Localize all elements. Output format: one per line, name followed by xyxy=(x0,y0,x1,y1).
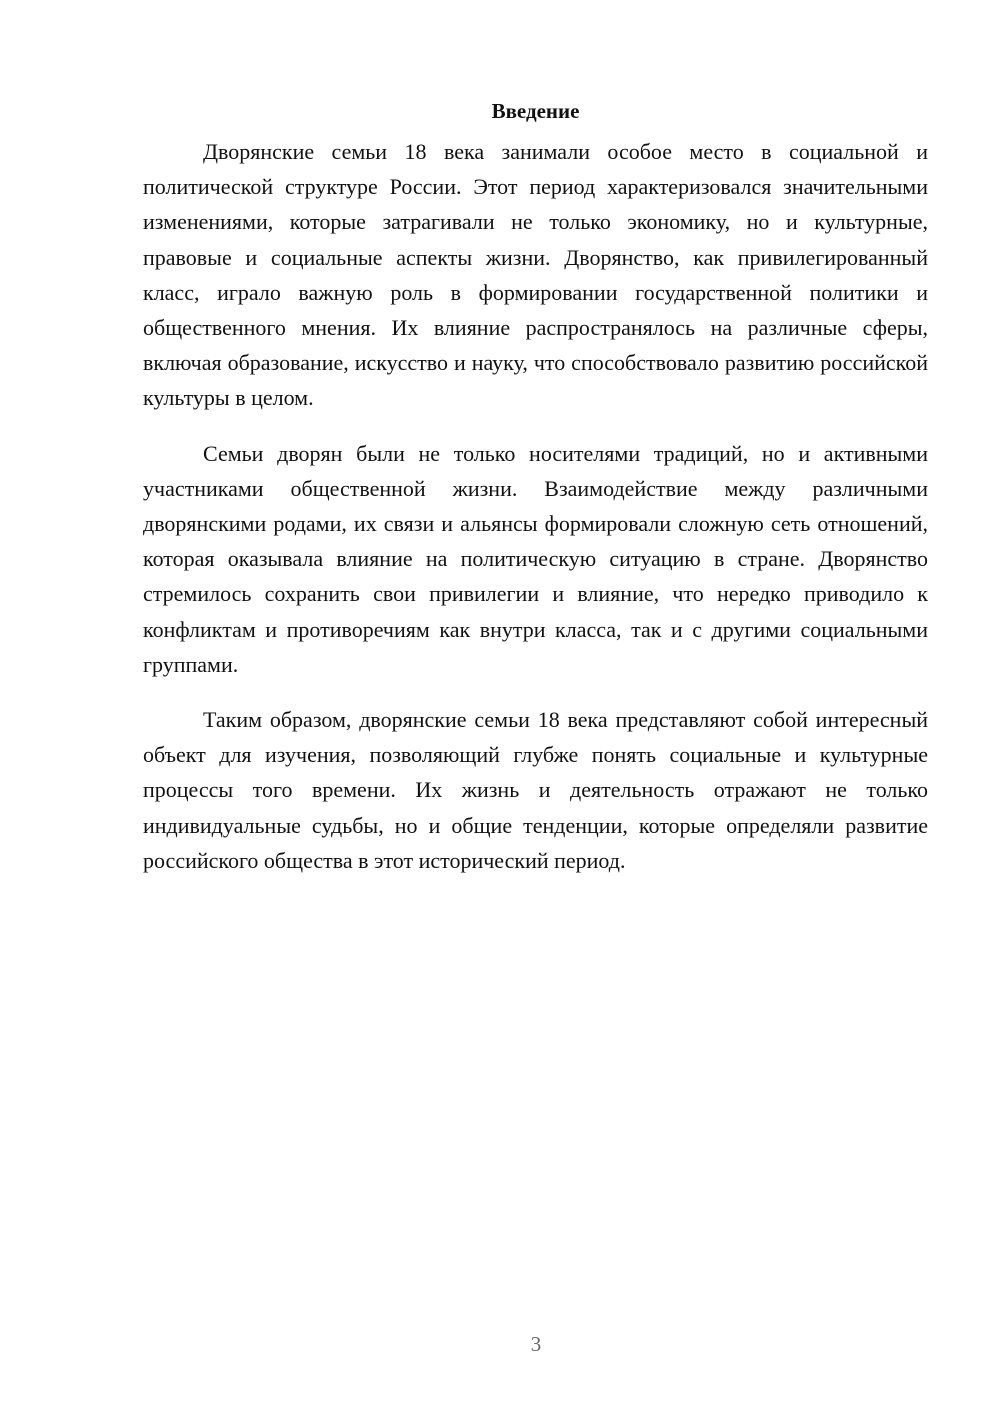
paragraph: Таким образом, дворянские семьи 18 века представляют собой интересный объект для изучения, позволяющий глубже понять социальные и культурные процессы того времени. Их жизнь и деятельность отражают не только индивидуальные судьбы, но и общие тенденции, которые определяли развитие российского общества в этот исторический период. xyxy=(143,707,928,873)
section-title: Введение xyxy=(491,99,580,123)
paragraph: Дворянские семьи 18 века занимали особое место в социальной и политической структуре России. Этот период характеризовался значительными изменениями, которые затрагивали не только экономику, но и культурные, правовые и социальные аспекты жизни. Дворянство, как привилегированный класс, играло важную роль в формировании государственной политики и общественного мнения. Их влияние распространялось на различные сферы, включая образование, искусство и науку, что способствовало развитию российской культуры в целом. xyxy=(143,139,928,411)
paragraph: Семьи дворян были не только носителями традиций, но и активными участниками общественной жизни. Взаимодействие между различными дворянскими родами, их связи и альянсы формировали сложную сеть отношений, которая оказывала влияние на политическую ситуацию в стране. Дворянство стремилось сохранить свои привилегии и влияние, что нередко приводило к конфликтам и противоречиям как внутри класса, так и с другими социальными группами. xyxy=(143,440,928,677)
page-number: 3 xyxy=(530,1332,542,1356)
page-content xyxy=(143,96,928,898)
